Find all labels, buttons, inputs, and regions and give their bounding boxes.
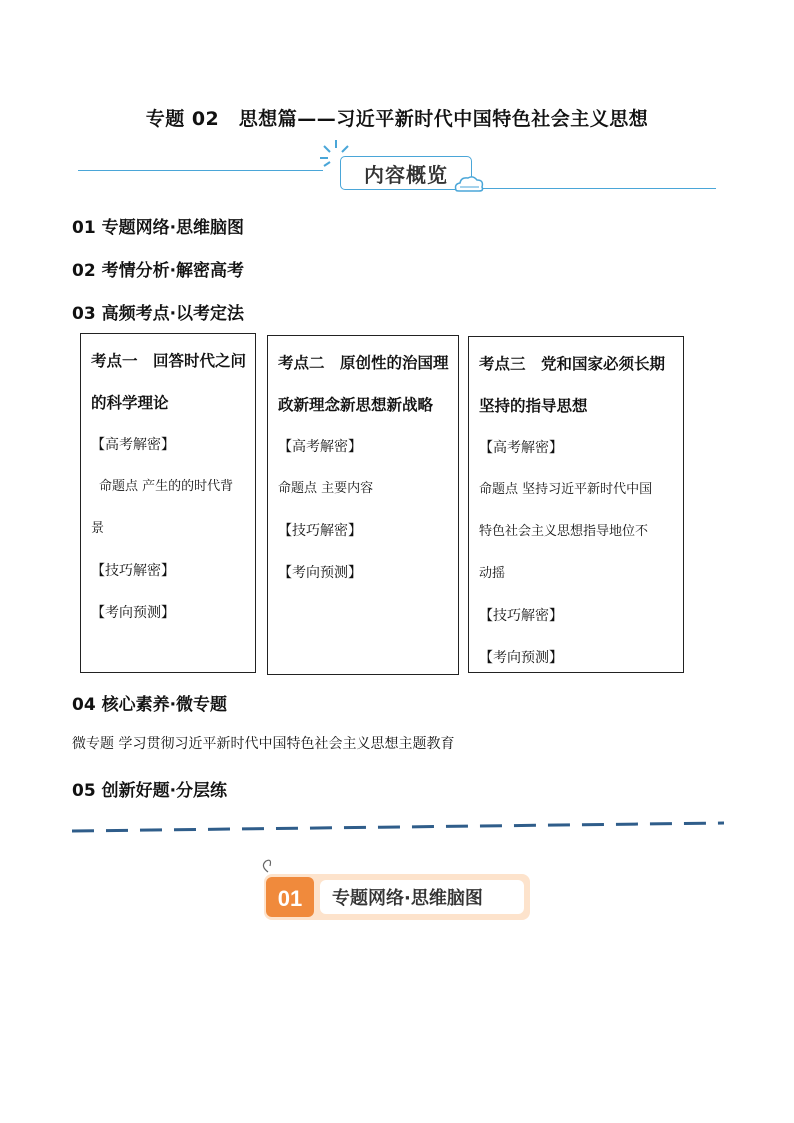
card-2-gaokao: 【高考解密】 bbox=[278, 439, 362, 455]
exam-point-card-2 bbox=[267, 335, 459, 675]
page-title: 专题 02 思想篇——习近平新时代中国特色社会主义思想 bbox=[145, 108, 649, 130]
dashed-separator bbox=[72, 820, 724, 834]
card-1-jiqiao: 【技巧解密】 bbox=[91, 563, 175, 579]
section-01-badge bbox=[258, 858, 532, 928]
card-2-prop-line-1: 命题点 主要内容 bbox=[278, 481, 374, 496]
section-03-heading: 03 高频考点·以考定法 bbox=[72, 304, 245, 324]
card-3-title-line-1: 考点三 党和国家必须长期 bbox=[479, 355, 666, 373]
card-3-kaoxiang: 【考向预测】 bbox=[479, 650, 563, 666]
card-1-prop-line-1: 命题点 产生的的时代背 bbox=[99, 479, 234, 494]
card-2-jiqiao: 【技巧解密】 bbox=[278, 523, 362, 539]
card-1-title-line-1: 考点一 回答时代之问 bbox=[91, 352, 247, 370]
section-04-heading: 04 核心素养·微专题 bbox=[72, 695, 228, 715]
card-2-kaoxiang: 【考向预测】 bbox=[278, 565, 362, 581]
card-1-kaoxiang: 【考向预测】 bbox=[91, 605, 175, 621]
exam-point-card-1 bbox=[80, 333, 256, 673]
badge-number: 01 bbox=[277, 886, 303, 911]
overview-rule-left bbox=[78, 170, 323, 171]
card-1-prop-line-2: 景 bbox=[91, 521, 105, 536]
exam-point-card-3 bbox=[468, 336, 684, 673]
badge-label: 专题网络·思维脑图 bbox=[332, 888, 483, 909]
card-3-prop-line-1: 命题点 坚持习近平新时代中国 bbox=[479, 482, 653, 497]
overview-rule-right bbox=[478, 188, 716, 189]
card-1-title-line-2: 的科学理论 bbox=[91, 394, 169, 412]
badge-curl-icon bbox=[263, 860, 270, 872]
cloud-icon bbox=[452, 174, 486, 194]
card-3-gaokao: 【高考解密】 bbox=[479, 440, 563, 456]
section-05-heading: 05 创新好题·分层练 bbox=[72, 781, 228, 801]
micro-topic-line: 微专题 学习贯彻习近平新时代中国特色社会主义思想主题教育 bbox=[72, 736, 455, 752]
card-3-prop-line-3: 动摇 bbox=[479, 566, 506, 581]
card-2-title-line-1: 考点二 原创性的治国理 bbox=[278, 354, 449, 372]
overview-label: 内容概览 bbox=[364, 162, 448, 187]
card-1-gaokao: 【高考解密】 bbox=[91, 437, 175, 453]
card-3-title-line-2: 坚持的指导思想 bbox=[479, 397, 588, 415]
card-2-title-line-2: 政新理念新思想新战略 bbox=[278, 396, 434, 414]
section-02-heading: 02 考情分析·解密高考 bbox=[72, 261, 245, 281]
card-3-prop-line-2: 特色社会主义思想指导地位不 bbox=[479, 524, 649, 539]
card-3-jiqiao: 【技巧解密】 bbox=[479, 608, 563, 624]
section-01-heading: 01 专题网络·思维脑图 bbox=[72, 218, 245, 238]
